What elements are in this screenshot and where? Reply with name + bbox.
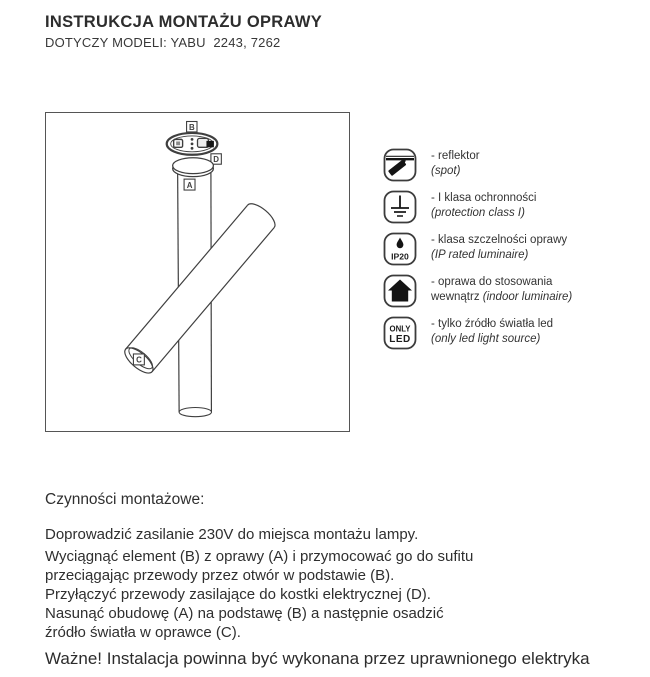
instruction-line: Wyciągnąć element (B) z oprawy (A) i przymocować go do sufitu — [45, 548, 474, 565]
luminaire-diagram — [46, 113, 349, 431]
assembly-instructions — [45, 490, 630, 669]
spec-label-en: (indoor luminaire) — [482, 291, 573, 303]
connector — [206, 141, 213, 147]
led-badge-top: ONLY — [389, 324, 411, 334]
page-title: INSTRUKCJA MONTAŻU OPRAWY — [45, 13, 322, 31]
led-badge-bottom: LED — [389, 334, 411, 345]
led-only-icon — [383, 316, 417, 350]
spec-row-led-only — [383, 316, 623, 350]
warning-note: Ważne! Instalacja powinna być wykonana przez uprawnionego elektryka — [45, 649, 590, 668]
ip20-icon — [383, 232, 417, 266]
spec-row-ip-rating — [383, 232, 623, 266]
protection-class-1-icon — [383, 190, 417, 224]
spec-label-pl: - klasa szczelności oprawy — [431, 234, 568, 246]
instruction-line: przeciągając przewody przez otwór w podstawie (B). — [45, 567, 395, 584]
spot-icon — [383, 148, 417, 182]
header — [45, 13, 322, 50]
ip20-badge-text: IP20 — [391, 251, 409, 262]
label-d: D — [213, 155, 220, 165]
spec-label-pl: - oprawa do stosowania — [431, 276, 553, 288]
spec-label-pl: - reflektor — [431, 150, 480, 162]
label-b: B — [188, 122, 195, 132]
instruction-line: Nasunąć obudowę (A) na podstawę (B) a następnie osadzić — [45, 605, 444, 622]
spec-icon-list — [383, 148, 623, 350]
spec-row-protection-class — [383, 190, 623, 224]
spec-text — [431, 316, 553, 347]
spec-text — [431, 148, 480, 179]
indoor-use-icon — [383, 274, 417, 308]
instruction-line: Doprowadzić zasilanie 230V do miejsca montażu lampy. — [45, 526, 419, 543]
instruction-line: Przyłączyć przewody zasilające do kostki elektrycznej (D). — [45, 586, 431, 603]
spec-label-pl: - I klasa ochronności — [431, 192, 537, 204]
spec-row-reflector — [383, 148, 623, 182]
spec-label-en: (spot) — [431, 165, 461, 177]
ceiling-plate — [167, 133, 218, 155]
spec-label-pl: - tylko źródło światła led — [431, 318, 554, 330]
spec-label-en: (only led light source) — [431, 333, 541, 345]
spec-text — [431, 190, 536, 221]
diagram-box — [45, 112, 350, 432]
label-a: A — [186, 180, 193, 190]
instruction-line: źródło światła w oprawce (C). — [45, 624, 241, 641]
spec-label-pl2: wewnątrz — [431, 291, 483, 303]
spec-text — [431, 232, 567, 263]
instructions-heading: Czynności montażowe: — [45, 491, 205, 508]
label-c: C — [136, 355, 142, 365]
spec-label-en: (protection class I) — [431, 207, 525, 219]
spec-label-mixed — [431, 290, 572, 305]
spec-label-en: (IP rated luminaire) — [431, 249, 529, 261]
model-subtitle: DOTYCZY MODELI: YABU 2243, 7262 — [45, 35, 281, 50]
spec-text — [431, 274, 572, 305]
spec-row-indoor — [383, 274, 623, 308]
